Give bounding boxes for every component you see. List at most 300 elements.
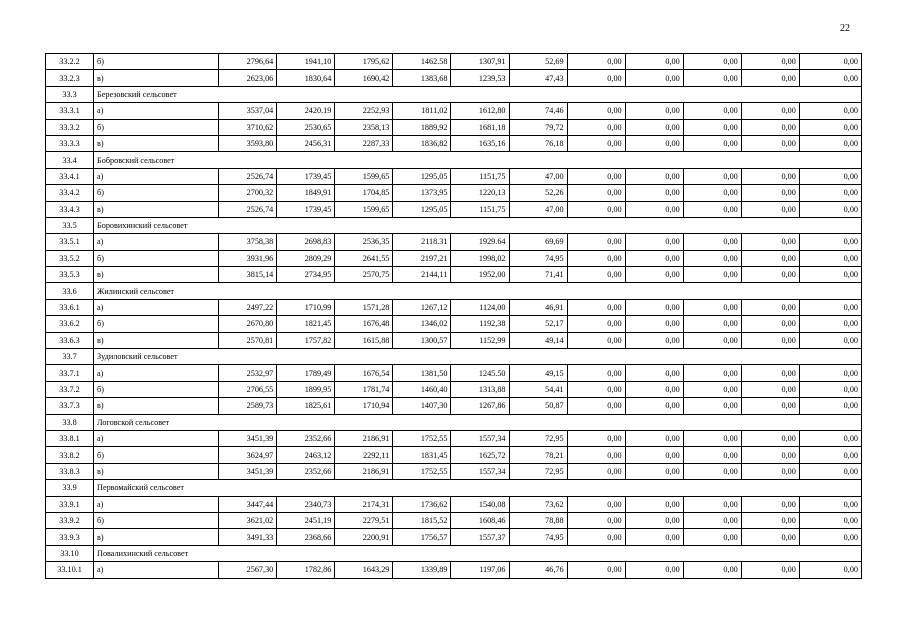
- value-cell: 2536,35: [335, 234, 393, 250]
- section-code: 33.9: [46, 480, 94, 496]
- value-cell: 0,00: [799, 185, 861, 201]
- value-cell: 1557,37: [451, 529, 509, 545]
- value-cell: 1267,86: [451, 398, 509, 414]
- section-code: 33.10: [46, 545, 94, 561]
- value-cell: 1710,94: [335, 398, 393, 414]
- value-cell: 0,00: [799, 398, 861, 414]
- value-cell: 72,95: [509, 463, 567, 479]
- value-cell: 1462.58: [393, 54, 451, 70]
- value-cell: 0,00: [741, 447, 799, 463]
- value-cell: 0,00: [567, 299, 625, 315]
- row-code: 33.3.1: [46, 103, 94, 119]
- value-cell: 1831,45: [393, 447, 451, 463]
- value-cell: 0,00: [799, 512, 861, 528]
- value-cell: 2368,66: [277, 529, 335, 545]
- value-cell: 0,00: [625, 512, 683, 528]
- value-cell: 1889,92: [393, 119, 451, 135]
- value-cell: 0,00: [625, 562, 683, 578]
- row-variant: б): [94, 316, 219, 332]
- table-row: [46, 529, 862, 545]
- value-cell: 2796,64: [219, 54, 277, 70]
- value-cell: 1710,99: [277, 299, 335, 315]
- section-code: 33.5: [46, 217, 94, 233]
- value-cell: 0,00: [741, 54, 799, 70]
- value-cell: 0,00: [741, 316, 799, 332]
- value-cell: 0,00: [625, 54, 683, 70]
- section-code: 33.4: [46, 152, 94, 168]
- value-cell: 1151,75: [451, 168, 509, 184]
- value-cell: 0,00: [625, 119, 683, 135]
- value-cell: 0,00: [683, 168, 741, 184]
- value-cell: 0,00: [625, 332, 683, 348]
- table-row: [46, 365, 862, 381]
- value-cell: 2670,80: [219, 316, 277, 332]
- value-cell: 0,00: [799, 70, 861, 86]
- value-cell: 0,00: [741, 496, 799, 512]
- value-cell: 0,00: [683, 398, 741, 414]
- value-cell: 1151,75: [451, 201, 509, 217]
- value-cell: 0,00: [567, 185, 625, 201]
- value-cell: 3537,04: [219, 103, 277, 119]
- value-cell: 0,00: [567, 119, 625, 135]
- row-code: 33.3.2: [46, 119, 94, 135]
- row-variant: а): [94, 168, 219, 184]
- value-cell: 1295,05: [393, 201, 451, 217]
- value-cell: 1752,55: [393, 463, 451, 479]
- value-cell: 74,95: [509, 529, 567, 545]
- value-cell: 0,00: [799, 316, 861, 332]
- value-cell: 1795,62: [335, 54, 393, 70]
- value-cell: 52,17: [509, 316, 567, 332]
- value-cell: 2532,97: [219, 365, 277, 381]
- value-cell: 0,00: [567, 398, 625, 414]
- value-cell: 0,00: [683, 299, 741, 315]
- value-cell: 0,00: [799, 529, 861, 545]
- row-variant: б): [94, 447, 219, 463]
- row-code: 33.2.2: [46, 54, 94, 70]
- table-row: [46, 316, 862, 332]
- value-cell: 0,00: [741, 430, 799, 446]
- value-cell: 1952,00: [451, 267, 509, 283]
- section-name: Первомайский сельсовет: [94, 480, 862, 496]
- value-cell: 46,91: [509, 299, 567, 315]
- value-cell: 2809,29: [277, 250, 335, 266]
- value-cell: 47,00: [509, 201, 567, 217]
- row-code: 33.4.1: [46, 168, 94, 184]
- value-cell: 3451,39: [219, 430, 277, 446]
- value-cell: 0,00: [625, 447, 683, 463]
- value-cell: 0,00: [741, 70, 799, 86]
- value-cell: 0,00: [625, 70, 683, 86]
- tariff-table: [45, 53, 862, 579]
- value-cell: 2144,11: [393, 267, 451, 283]
- value-cell: 1739,45: [277, 168, 335, 184]
- value-cell: 0,00: [567, 381, 625, 397]
- value-cell: 49,15: [509, 365, 567, 381]
- value-cell: 1540,08: [451, 496, 509, 512]
- value-cell: 0,00: [741, 512, 799, 528]
- value-cell: 0,00: [567, 562, 625, 578]
- value-cell: 0,00: [741, 135, 799, 151]
- row-code: 33.9.3: [46, 529, 94, 545]
- table-row: [46, 201, 862, 217]
- value-cell: 0,00: [567, 103, 625, 119]
- value-cell: 1899,95: [277, 381, 335, 397]
- row-variant: в): [94, 529, 219, 545]
- value-cell: 0,00: [741, 463, 799, 479]
- value-cell: 0,00: [567, 267, 625, 283]
- value-cell: 52,26: [509, 185, 567, 201]
- value-cell: 1220,13: [451, 185, 509, 201]
- section-name: Березовский сельсовет: [94, 86, 862, 102]
- value-cell: 71,41: [509, 267, 567, 283]
- value-cell: 0,00: [683, 54, 741, 70]
- value-cell: 2292,11: [335, 447, 393, 463]
- value-cell: 2700,32: [219, 185, 277, 201]
- value-cell: 69,69: [509, 234, 567, 250]
- value-cell: 0,00: [567, 250, 625, 266]
- table-row: [46, 512, 862, 528]
- value-cell: 2589,73: [219, 398, 277, 414]
- section-row: [46, 152, 862, 168]
- value-cell: 0,00: [567, 316, 625, 332]
- value-cell: 1267,12: [393, 299, 451, 315]
- section-name: Логовской сельсовет: [94, 414, 862, 430]
- value-cell: 1811,02: [393, 103, 451, 119]
- value-cell: 3931,96: [219, 250, 277, 266]
- value-cell: 0,00: [683, 430, 741, 446]
- value-cell: 2200,91: [335, 529, 393, 545]
- value-cell: 2279,51: [335, 512, 393, 528]
- section-row: [46, 480, 862, 496]
- value-cell: 0,00: [799, 463, 861, 479]
- row-code: 33.5.1: [46, 234, 94, 250]
- value-cell: 0,00: [741, 299, 799, 315]
- value-cell: 3621,02: [219, 512, 277, 528]
- value-cell: 2570,81: [219, 332, 277, 348]
- value-cell: 1825,61: [277, 398, 335, 414]
- value-cell: 1998,02: [451, 250, 509, 266]
- value-cell: 0,00: [799, 250, 861, 266]
- value-cell: 1676,48: [335, 316, 393, 332]
- value-cell: 1941,10: [277, 54, 335, 70]
- section-code: 33.7: [46, 349, 94, 365]
- section-name: Жилинский сельсовет: [94, 283, 862, 299]
- table-row: [46, 135, 862, 151]
- row-code: 33.9.1: [46, 496, 94, 512]
- value-cell: 0,00: [683, 70, 741, 86]
- value-cell: 1739,45: [277, 201, 335, 217]
- value-cell: 2174,31: [335, 496, 393, 512]
- value-cell: 0,00: [683, 529, 741, 545]
- value-cell: 1571,28: [335, 299, 393, 315]
- value-cell: 1676,54: [335, 365, 393, 381]
- value-cell: 2698,83: [277, 234, 335, 250]
- table-row: [46, 250, 862, 266]
- value-cell: 0,00: [683, 562, 741, 578]
- value-cell: 0,00: [625, 398, 683, 414]
- value-cell: 0,00: [625, 103, 683, 119]
- value-cell: 0,00: [683, 512, 741, 528]
- value-cell: 0,00: [567, 512, 625, 528]
- value-cell: 54,41: [509, 381, 567, 397]
- value-cell: 1635,16: [451, 135, 509, 151]
- row-variant: а): [94, 103, 219, 119]
- value-cell: 0,00: [683, 463, 741, 479]
- value-cell: 0,00: [625, 135, 683, 151]
- value-cell: 2706,55: [219, 381, 277, 397]
- value-cell: 0,00: [799, 381, 861, 397]
- row-variant: в): [94, 398, 219, 414]
- value-cell: 1757,82: [277, 332, 335, 348]
- value-cell: 1373,95: [393, 185, 451, 201]
- value-cell: 0,00: [683, 447, 741, 463]
- value-cell: 2252,93: [335, 103, 393, 119]
- value-cell: 1781,74: [335, 381, 393, 397]
- row-variant: в): [94, 332, 219, 348]
- table-row: [46, 103, 862, 119]
- table-row: [46, 119, 862, 135]
- value-cell: 0,00: [683, 365, 741, 381]
- value-cell: 0,00: [567, 463, 625, 479]
- value-cell: 2567,30: [219, 562, 277, 578]
- row-code: 33.8.2: [46, 447, 94, 463]
- value-cell: 0,00: [741, 185, 799, 201]
- row-code: 33.4.3: [46, 201, 94, 217]
- value-cell: 0,00: [625, 185, 683, 201]
- row-variant: а): [94, 299, 219, 315]
- value-cell: 3451,39: [219, 463, 277, 479]
- section-name: Зудиловский сельсовет: [94, 349, 862, 365]
- table-row: [46, 267, 862, 283]
- row-code: 33.7.3: [46, 398, 94, 414]
- value-cell: 0,00: [625, 316, 683, 332]
- value-cell: 0,00: [741, 250, 799, 266]
- value-cell: 47,00: [509, 168, 567, 184]
- value-cell: 0,00: [683, 185, 741, 201]
- value-cell: 0,00: [683, 332, 741, 348]
- value-cell: 52,69: [509, 54, 567, 70]
- value-cell: 73,62: [509, 496, 567, 512]
- value-cell: 0,00: [567, 496, 625, 512]
- value-cell: 3624,97: [219, 447, 277, 463]
- table-body: [46, 54, 862, 579]
- value-cell: 0,00: [799, 299, 861, 315]
- value-cell: 1625,72: [451, 447, 509, 463]
- value-cell: 0,00: [741, 234, 799, 250]
- value-cell: 0,00: [567, 70, 625, 86]
- row-code: 33.6.3: [46, 332, 94, 348]
- page-number: 22: [840, 23, 850, 34]
- value-cell: 2530,65: [277, 119, 335, 135]
- value-cell: 0,00: [799, 562, 861, 578]
- value-cell: 1346,02: [393, 316, 451, 332]
- value-cell: 0,00: [567, 447, 625, 463]
- value-cell: 0,00: [799, 267, 861, 283]
- value-cell: 1197,06: [451, 562, 509, 578]
- value-cell: 1245.50: [451, 365, 509, 381]
- table-row: [46, 430, 862, 446]
- value-cell: 0,00: [567, 234, 625, 250]
- section-name: Повалихинский сельсовет: [94, 545, 862, 561]
- value-cell: 0,00: [799, 365, 861, 381]
- value-cell: 1313,88: [451, 381, 509, 397]
- row-variant: в): [94, 135, 219, 151]
- table-row: [46, 463, 862, 479]
- value-cell: 1704,85: [335, 185, 393, 201]
- value-cell: 1192,38: [451, 316, 509, 332]
- row-code: 33.5.3: [46, 267, 94, 283]
- row-variant: а): [94, 430, 219, 446]
- value-cell: 2186,91: [335, 463, 393, 479]
- value-cell: 47,43: [509, 70, 567, 86]
- value-cell: 0,00: [683, 250, 741, 266]
- value-cell: 1608,46: [451, 512, 509, 528]
- value-cell: 1407,30: [393, 398, 451, 414]
- value-cell: 1295,05: [393, 168, 451, 184]
- value-cell: 0,00: [683, 135, 741, 151]
- value-cell: 1615,88: [335, 332, 393, 348]
- value-cell: 0,00: [799, 447, 861, 463]
- row-variant: б): [94, 250, 219, 266]
- value-cell: 0,00: [625, 463, 683, 479]
- value-cell: 2340,73: [277, 496, 335, 512]
- value-cell: 78,21: [509, 447, 567, 463]
- value-cell: 1736,62: [393, 496, 451, 512]
- table-row: [46, 562, 862, 578]
- row-variant: в): [94, 70, 219, 86]
- table-row: [46, 299, 862, 315]
- table-row: [46, 447, 862, 463]
- row-variant: а): [94, 234, 219, 250]
- value-cell: 1152,99: [451, 332, 509, 348]
- row-code: 33.10.1: [46, 562, 94, 578]
- value-cell: 0,00: [625, 365, 683, 381]
- value-cell: 1690,42: [335, 70, 393, 86]
- value-cell: 0,00: [625, 529, 683, 545]
- row-variant: в): [94, 267, 219, 283]
- table-row: [46, 234, 862, 250]
- value-cell: 2197,21: [393, 250, 451, 266]
- value-cell: 1557,34: [451, 430, 509, 446]
- value-cell: 0,00: [625, 267, 683, 283]
- value-cell: 0,00: [625, 250, 683, 266]
- value-cell: 0,00: [683, 381, 741, 397]
- value-cell: 1599,65: [335, 168, 393, 184]
- value-cell: 0,00: [567, 135, 625, 151]
- value-cell: 0,00: [625, 201, 683, 217]
- value-cell: 3815,14: [219, 267, 277, 283]
- value-cell: 2456,31: [277, 135, 335, 151]
- row-code: 33.7.2: [46, 381, 94, 397]
- table-row: [46, 381, 862, 397]
- value-cell: 0,00: [799, 332, 861, 348]
- value-cell: 2734,95: [277, 267, 335, 283]
- value-cell: 0,00: [567, 201, 625, 217]
- value-cell: 1815,52: [393, 512, 451, 528]
- row-variant: б): [94, 185, 219, 201]
- row-variant: в): [94, 201, 219, 217]
- row-variant: б): [94, 119, 219, 135]
- row-code: 33.9.2: [46, 512, 94, 528]
- value-cell: 0,00: [741, 529, 799, 545]
- value-cell: 0,00: [799, 54, 861, 70]
- value-cell: 72,95: [509, 430, 567, 446]
- value-cell: 1836,82: [393, 135, 451, 151]
- value-cell: 1612,80: [451, 103, 509, 119]
- value-cell: 0,00: [741, 168, 799, 184]
- value-cell: 1381,50: [393, 365, 451, 381]
- value-cell: 1789,49: [277, 365, 335, 381]
- value-cell: 74,95: [509, 250, 567, 266]
- value-cell: 1929.64: [451, 234, 509, 250]
- value-cell: 0,00: [741, 562, 799, 578]
- table-row: [46, 168, 862, 184]
- value-cell: 0,00: [683, 119, 741, 135]
- value-cell: 0,00: [625, 496, 683, 512]
- row-code: 33.7.1: [46, 365, 94, 381]
- row-variant: б): [94, 381, 219, 397]
- value-cell: 78,88: [509, 512, 567, 528]
- section-row: [46, 283, 862, 299]
- value-cell: 2352,66: [277, 430, 335, 446]
- section-code: 33.3: [46, 86, 94, 102]
- value-cell: 1782,86: [277, 562, 335, 578]
- section-code: 33.6: [46, 283, 94, 299]
- value-cell: 2463,12: [277, 447, 335, 463]
- value-cell: 3447,44: [219, 496, 277, 512]
- value-cell: 0,00: [567, 529, 625, 545]
- value-cell: 0,00: [567, 168, 625, 184]
- table-row: [46, 185, 862, 201]
- value-cell: 0,00: [741, 119, 799, 135]
- value-cell: 0,00: [567, 365, 625, 381]
- value-cell: 0,00: [799, 201, 861, 217]
- section-row: [46, 545, 862, 561]
- value-cell: 3758,38: [219, 234, 277, 250]
- row-variant: а): [94, 562, 219, 578]
- value-cell: 0,00: [683, 201, 741, 217]
- section-name: Боровихинский сельсовет: [94, 217, 862, 233]
- value-cell: 2118.31: [393, 234, 451, 250]
- value-cell: 0,00: [799, 103, 861, 119]
- value-cell: 0,00: [625, 168, 683, 184]
- table-row: [46, 398, 862, 414]
- row-code: 33.8.1: [46, 430, 94, 446]
- value-cell: 1300,57: [393, 332, 451, 348]
- value-cell: 50,87: [509, 398, 567, 414]
- section-row: [46, 217, 862, 233]
- value-cell: 2623,06: [219, 70, 277, 86]
- value-cell: 1643,29: [335, 562, 393, 578]
- table-row: [46, 332, 862, 348]
- value-cell: 0,00: [741, 365, 799, 381]
- section-row: [46, 414, 862, 430]
- row-variant: а): [94, 365, 219, 381]
- value-cell: 2358,13: [335, 119, 393, 135]
- value-cell: 3710,62: [219, 119, 277, 135]
- value-cell: 2526,74: [219, 201, 277, 217]
- table-row: [46, 496, 862, 512]
- value-cell: 0,00: [741, 381, 799, 397]
- row-code: 33.5.2: [46, 250, 94, 266]
- value-cell: 76,18: [509, 135, 567, 151]
- value-cell: 1756,57: [393, 529, 451, 545]
- value-cell: 0,00: [799, 234, 861, 250]
- value-cell: 0,00: [741, 398, 799, 414]
- row-code: 33.3.3: [46, 135, 94, 151]
- value-cell: 2526,74: [219, 168, 277, 184]
